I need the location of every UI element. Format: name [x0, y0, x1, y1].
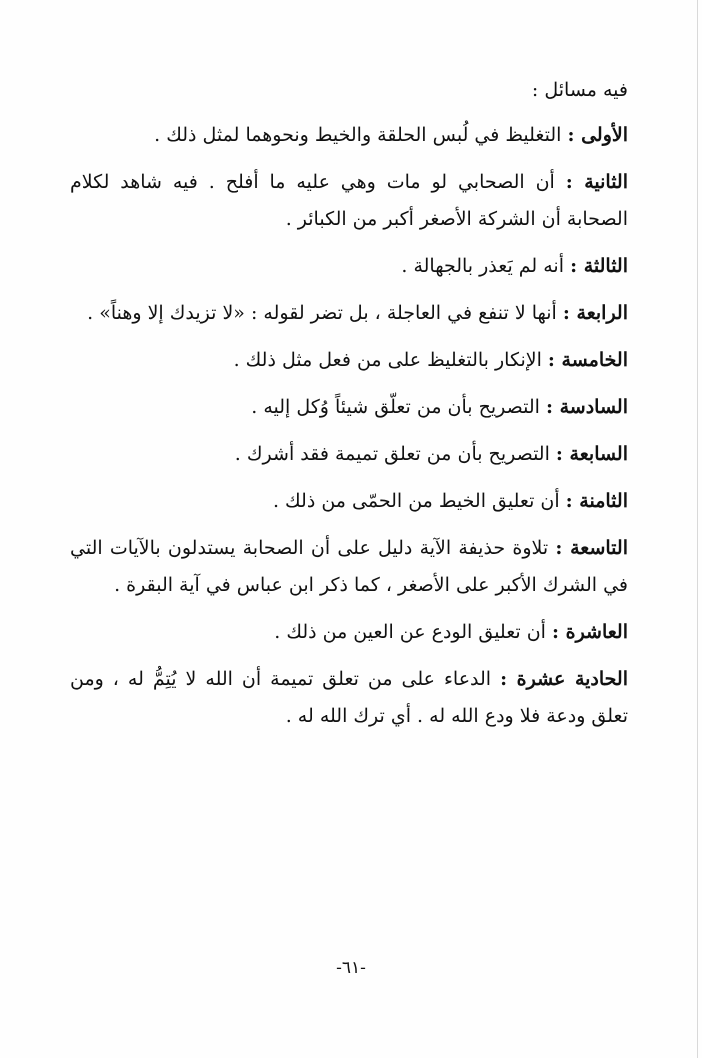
item-7-text: التصريح بأن من تعلق تميمة فقد أشرك . — [234, 443, 550, 465]
item-3-label: الثالثة : — [570, 255, 628, 277]
item-10-text: أن تعليق الودع عن العين من ذلك . — [274, 621, 546, 643]
intro-line: فيه مسائل : — [531, 79, 628, 101]
item-11-label: الحادية عشرة : — [500, 668, 629, 690]
item-8 — [70, 483, 628, 520]
item-3-text: أنه لم يَعذر بالجهالة . — [401, 255, 565, 277]
item-2-label: الثانية : — [565, 171, 628, 193]
item-9-label: التاسعة : — [555, 537, 628, 559]
item-8-text: أن تعليق الخيط من الحمّى من ذلك . — [272, 490, 560, 512]
item-7-label: السابعة : — [555, 443, 628, 465]
item-2-text: أن الصحابي لو مات وهي عليه ما أفلح . فيه شاهد لكلام الصحابة أن الشركة الأصغر أكبر من الكبائر . — [70, 171, 628, 230]
item-3 — [70, 248, 628, 285]
item-10-label: العاشرة : — [551, 621, 628, 643]
item-5 — [70, 342, 628, 379]
item-6-text: التصريح بأن من تعلّق شيئاً وُكل إليه . — [251, 396, 540, 418]
item-5-text: الإنكار بالتغليظ على من فعل مثل ذلك . — [233, 349, 542, 371]
item-11-text: الدعاء على من تعلق تميمة أن الله لا يُتِمُّ له ، ومن تعلق ودعة فلا ودع الله له . أي ترك الله له . — [70, 668, 628, 727]
item-1-text: التغليظ في لُبس الحلقة والخيط ونحوهما لمثل ذلك . — [154, 124, 562, 146]
page-number: -٦١- — [336, 958, 366, 978]
item-1 — [70, 117, 628, 154]
item-6-label: السادسة : — [545, 396, 628, 418]
item-2 — [70, 164, 628, 238]
item-9 — [70, 530, 628, 604]
item-7 — [70, 436, 628, 473]
item-1-label: الأولى : — [567, 124, 628, 146]
item-9-text: تلاوة حذيفة الآية دليل على أن الصحابة يستدلون بالآيات التي في الشرك الأكبر على الأصغر ، كما ذكر ابن عباس في آية البقرة . — [70, 537, 628, 596]
item-8-label: الثامنة : — [565, 490, 628, 512]
item-11 — [70, 661, 628, 735]
page-body — [70, 72, 628, 745]
page-edge-line — [697, 0, 698, 1058]
item-10 — [70, 614, 628, 651]
item-4-text: أنها لا تنفع في العاجلة ، بل تضر لقوله : «لا تزيدك إلا وهناً» . — [87, 302, 557, 324]
item-4-label: الرابعة : — [562, 302, 628, 324]
item-6 — [70, 389, 628, 426]
item-5-label: الخامسة : — [547, 349, 628, 371]
item-4 — [70, 295, 628, 332]
